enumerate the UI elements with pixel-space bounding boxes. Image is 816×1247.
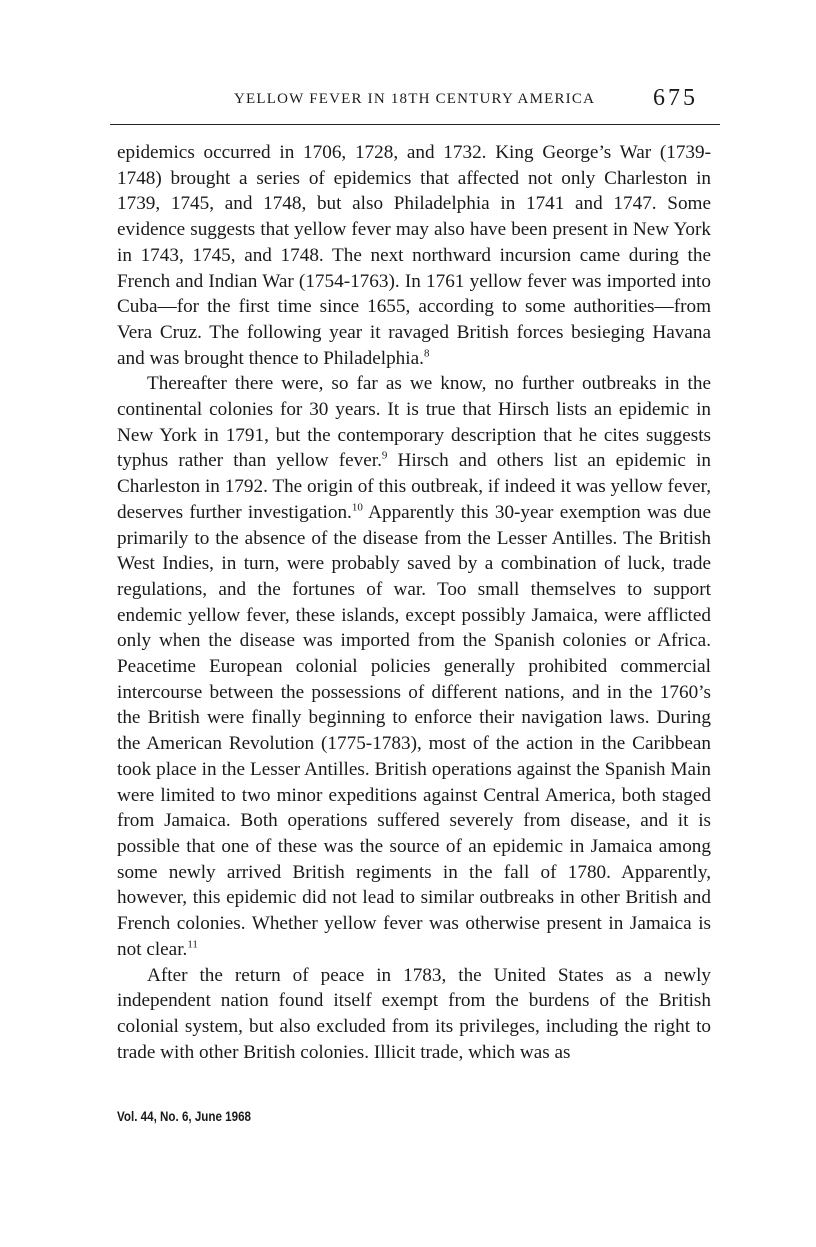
- footnote-marker[interactable]: 10: [351, 501, 363, 514]
- paragraph-2: [117, 371, 711, 962]
- paragraph-text: Apparently this 30-year exemption was due primarily to the absence of the disease from the Lesser Antilles. The British West Indies, in turn, were probably saved by a combination of luck, trade regulations, and the fortunes of war. Too small themselves to support endemic yellow fever, these islands, except possibly Jamaica, were afflicted only when the disease was imported from the Spanish colonies or Africa. Peacetime European colonial policies generally prohibited commercial intercourse between the possessions of different nations, and in the 1760’s the British were finally beginning to enforce their navigation laws. During the American Revolution (1775-1783), most of the action in the Caribbean took place in the Lesser Antilles. British operations against the Spanish Main were limited to two minor expeditions against Central America, both staged from Jamaica. Both operations suffered severely from disease, and it is possible that one of these was the source of an epidemic in Jamaica among some newly arrived British regiments in the fall of 1780. Apparently, however, this epidemic did not lead to similar outbreaks in other British and French colonies. Whether yellow fever was otherwise present in Jamaica is not clear.: [117, 501, 711, 960]
- header-rule: [110, 124, 720, 125]
- running-head: [110, 85, 720, 118]
- footnote-marker[interactable]: 8: [423, 347, 430, 360]
- paragraph-1: [117, 140, 711, 371]
- paragraph-3: [117, 963, 711, 1066]
- page-number: 675: [653, 85, 698, 111]
- footnote-marker[interactable]: 11: [187, 938, 198, 951]
- paragraph-text: After the return of peace in 1783, the United States as a newly independent nation found itself exempt from the burdens of the British colonial system, but also excluded from its privileges, including the right to trade with other British colonies. Illicit trade, which was as: [117, 964, 711, 1063]
- body-text: [117, 140, 711, 1065]
- footer-citation: Vol. 44, No. 6, June 1968: [117, 1109, 252, 1124]
- paragraph-text: Hirsch and others list an epidemic in Charleston in 1792. The origin of this outbreak, if indeed it was yellow fever, deserves further investigation.: [117, 450, 711, 523]
- paragraph-text: Thereafter there were, so far as we know, no further outbreaks in the continental colonies for 30 years. It is true that Hirsch lists an epidemic in New York in 1791, but the contemporary description that he cites suggests typhus rather than yellow fever.: [117, 373, 711, 472]
- running-title: YELLOW FEVER IN 18TH CENTURY AMERICA: [234, 91, 596, 107]
- paragraph-text: epidemics occurred in 1706, 1728, and 1732. King George’s War (1739-1748) brought a series of epidemics that affected not only Charleston in 1739, 1745, and 1748, but also Philadelphia in 1741 and 1747. Some evidence suggests that yellow fever may also have been present in New York in 1743, 1745, and 1748. The next northward incursion came during the French and Indian War (1754-1763). In 1761 yellow fever was imported into Cuba—for the first time since 1655, according to some authorities—from Vera Cruz. The following year it ravaged British forces besieging Havana and was brought thence to Philadelphia.: [117, 142, 711, 369]
- footnote-marker[interactable]: 9: [381, 450, 388, 463]
